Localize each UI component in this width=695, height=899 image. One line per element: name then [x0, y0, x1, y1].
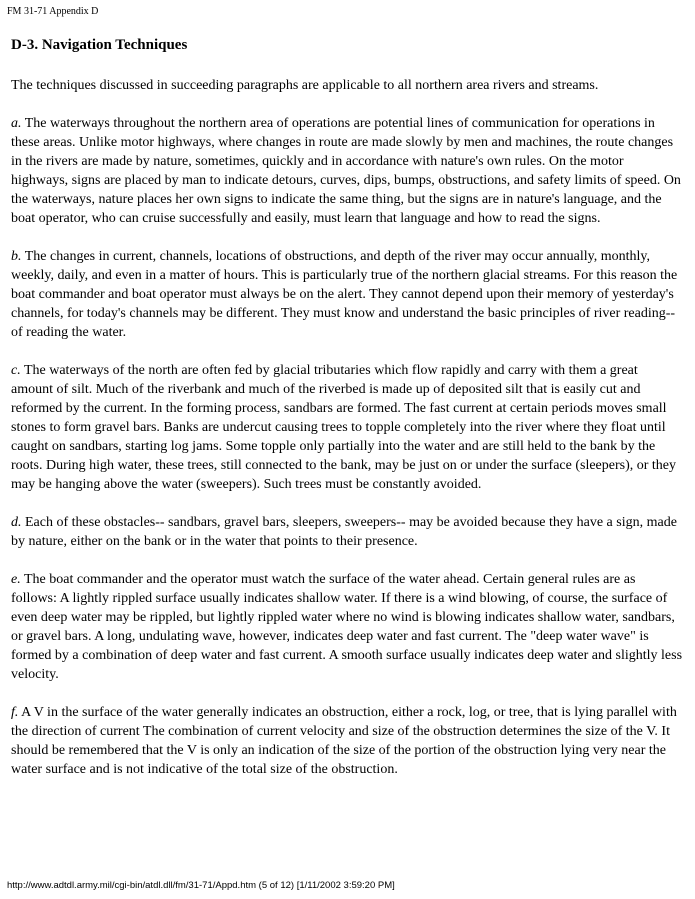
running-head: FM 31-71 Appendix D: [7, 6, 99, 17]
paragraph-label: e.: [11, 572, 21, 587]
paragraph-b: [11, 247, 683, 342]
source-url-footer: http://www.adtdl.army.mil/cgi-bin/atdl.dll/fm/31-71/Appd.htm (5 of 12) [1/11/2002 3:59:20 PM]: [7, 880, 395, 891]
intro-paragraph: The techniques discussed in succeeding paragraphs are applicable to all northern area rivers and streams.: [11, 78, 599, 93]
section-title: D-3. Navigation Techniques: [11, 37, 188, 53]
paragraph-text: The changes in current, channels, locations of obstructions, and depth of the river may occur annually, monthly, weekly, daily, and even in a matter of hours. This is particularly true of the northern glacial streams. For this reason the boat commander and boat operator must always be on the alert. They cannot depend upon their memory of yesterday's channels, for today's channels may be different. They must know and understand the basic principles of river reading--of reading the water.: [11, 249, 678, 340]
paragraph-d: [11, 513, 683, 551]
paragraph-text: The waterways throughout the northern area of operations are potential lines of communication for operations in these areas. Unlike motor highways, where changes in route are made slowly by men and machines, the route changes in the rivers are made by nature, sometimes, quickly and in accordance with nature's own rules. On the motor highways, signs are placed by man to indicate detours, curves, dips, bumps, obstructions, and safety limits of speed. On the waterways, nature places her own signs to indicate the same thing, but the signs are in nature's language, and the boat operator, who can cruise successfully and easily, must learn that language and how to read the signs.: [11, 116, 681, 226]
paragraph-a: [11, 114, 683, 228]
paragraph-label: a.: [11, 116, 22, 131]
paragraph-label: b.: [11, 249, 22, 264]
paragraph-text: A V in the surface of the water generally indicates an obstruction, either a rock, log, or tree, that is lying parallel with the direction of current The combination of current velocity and size of the obstruction determines the size of the V. It should be remembered that the V is only an indication of the size of the portion of the obstruction lying very near the water surface and is not indicative of the total size of the obstruction.: [11, 705, 677, 777]
paragraph-e: [11, 570, 683, 684]
paragraph-text: The waterways of the north are often fed by glacial tributaries which flow rapidly and carry with them a great amount of silt. Much of the riverbank and much of the riverbed is made up of deposited silt that is easily cut and reformed by the current. In the forming process, sandbars are formed. The fast current at certain periods moves small stones to form gravel bars. Banks are undercut causing trees to topple completely into the river where they float until caught on sandbars, starting log jams. Some topple only partially into the water and are still held to the bank by the roots. During high water, these trees, still connected to the bank, may be just on or under the surface (sleepers), or they may be hanging above the water (sweepers). Such trees must be constantly avoided.: [11, 363, 677, 492]
paragraph-label: f.: [11, 705, 19, 720]
paragraph-f: [11, 703, 683, 779]
paragraph-text: The boat commander and the operator must watch the surface of the water ahead. Certain general rules are as follows: A lightly rippled surface usually indicates shallow water. If there is a wind blowing, of course, the surface of even deep water may be rippled, but lightly rippled water where no wind is blowing indicates shallow water, sandbars, or gravel bars. A long, undulating wave, however, indicates deep water and fast current. The "deep water wave" is formed by a combination of deep water and fast current. A smooth surface usually indicates deep water and slightly less velocity.: [11, 572, 683, 682]
document-body: [11, 36, 683, 779]
paragraph-label: c.: [11, 363, 21, 378]
paragraph-label: d.: [11, 515, 22, 530]
paragraph-c: [11, 361, 683, 494]
paragraph-text: Each of these obstacles-- sandbars, gravel bars, sleepers, sweepers-- may be avoided because they have a sign, made by nature, either on the bank or in the water that points to their presence.: [11, 515, 677, 549]
